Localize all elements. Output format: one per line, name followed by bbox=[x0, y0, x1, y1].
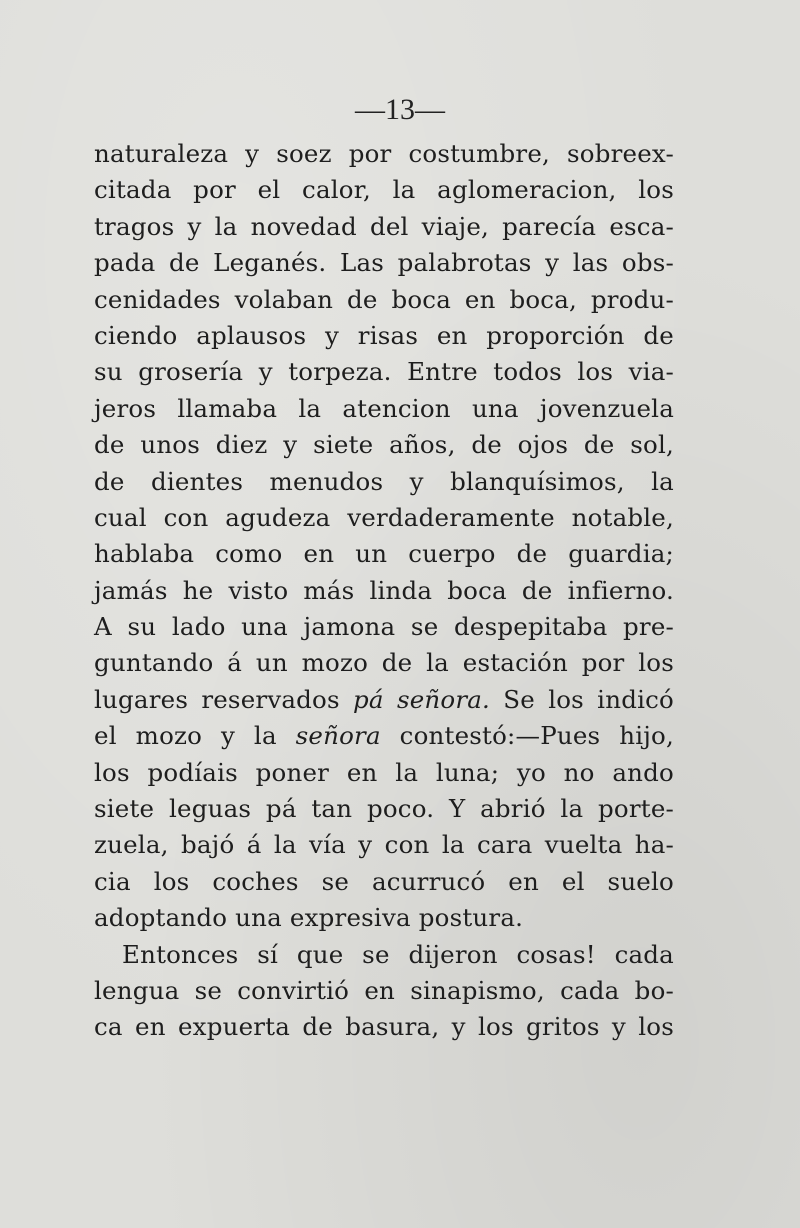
text-line: el mozo y la señora contestó:—Pues hijo, bbox=[94, 721, 674, 751]
text-line: los podíais poner en la luna; yo no ando bbox=[94, 757, 674, 787]
italic-text: pá señora. bbox=[353, 684, 491, 714]
text-line: adoptando una expresiva postura. bbox=[94, 903, 524, 933]
text-line: de dientes menudos y blanquísimos, la bbox=[94, 466, 674, 496]
text-line: su grosería y torpeza. Entre todos los via- bbox=[94, 357, 674, 387]
text-line: siete leguas pá tan poco. Y abrió la porte- bbox=[94, 794, 674, 824]
text-line: lugares reservados pá señora. Se los indicó bbox=[94, 684, 674, 714]
italic-text: señora bbox=[295, 721, 381, 751]
body-text bbox=[94, 136, 674, 1046]
text-line: ciendo aplausos y risas en proporción de bbox=[94, 320, 674, 350]
text-line: jamás he visto más linda boca de infierno. bbox=[94, 575, 674, 605]
text-line: guntando á un mozo de la estación por los bbox=[94, 648, 674, 678]
text-line: hablaba como en un cuerpo de guardia; bbox=[94, 539, 674, 569]
text-line: Entonces sí que se dijeron cosas! cada bbox=[122, 939, 674, 969]
text-line: de unos diez y siete años, de ojos de sol, bbox=[94, 430, 674, 460]
text-line: tragos y la novedad del viaje, parecía esca- bbox=[94, 211, 674, 241]
text-line: cenidades volaban de boca en boca, produ- bbox=[94, 284, 674, 314]
text-line: cia los coches se acurrucó en el suelo bbox=[94, 866, 674, 896]
text-line: cual con agudeza verdaderamente notable, bbox=[94, 502, 674, 532]
text-line: A su lado una jamona se despepitaba pre- bbox=[94, 612, 674, 642]
text-line: lengua se convirtió en sinapismo, cada bo- bbox=[94, 975, 674, 1005]
text-line: naturaleza y soez por costumbre, sobreex- bbox=[94, 139, 674, 168]
text-line: ca en expuerta de basura, y los gritos y los bbox=[94, 1012, 674, 1042]
text-line: jeros llamaba la atencion una jovenzuela bbox=[94, 393, 674, 423]
text-line: zuela, bajó á la vía y con la cara vuelta ha- bbox=[94, 830, 674, 860]
text-line: pada de Leganés. Las palabrotas y las obs- bbox=[94, 248, 674, 278]
page-number: —13— bbox=[355, 93, 445, 126]
text-line: citada por el calor, la aglomeracion, los bbox=[94, 175, 674, 205]
